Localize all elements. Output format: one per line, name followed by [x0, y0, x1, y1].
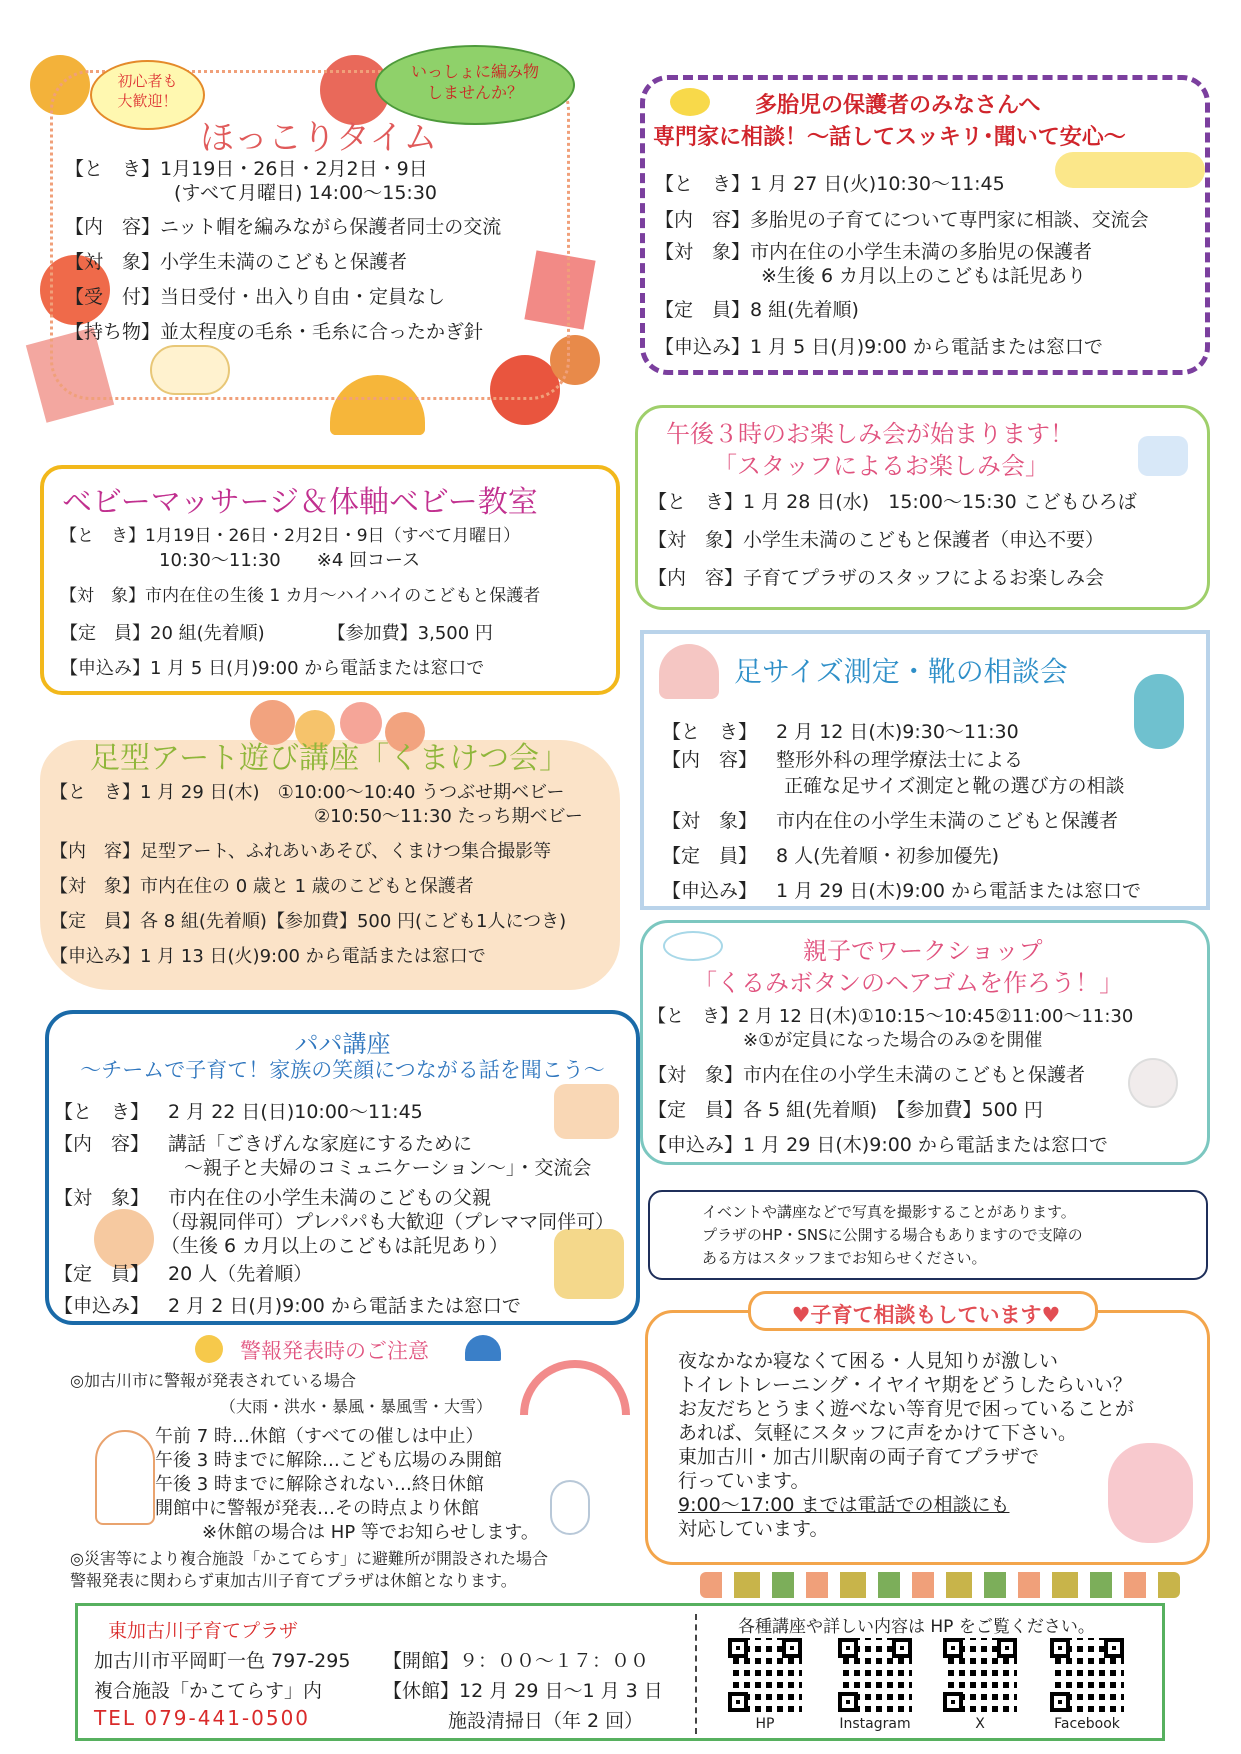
- photo-notice-line: ある方はスタッフまでお知らせください。: [702, 1249, 987, 1267]
- qr-code-instagram-icon[interactable]: [838, 1638, 912, 1712]
- child-measuring-icon: [1134, 674, 1184, 749]
- multi-row-5: 【申込み】1 月 5 日(月)9:00 から電話または窓口で: [655, 336, 1103, 358]
- qr-code-facebook-icon[interactable]: [1050, 1638, 1124, 1712]
- otanoshimi-row-0: 【と き】1 月 28 日(水) 15:00～15:30 こどもひろば: [648, 491, 1137, 513]
- baby-section: [40, 465, 620, 695]
- consult-line: お友だちとうまく遊べない等育児で困っていることが: [678, 1398, 1135, 1420]
- warning-item: ※休館の場合は HP 等でお知らせします。: [202, 1522, 539, 1543]
- workshop-row-4: 【申込み】1 月 29 日(木)9:00 から電話または窓口で: [648, 1134, 1108, 1156]
- multi-title-2: 専門家に相談！～話してスッキリ･聞いて安心～: [653, 125, 1126, 150]
- workshop-title-2: 「くるみボタンのヘアゴムを作ろう！」: [693, 969, 1124, 997]
- qr-label-x: X: [975, 1716, 985, 1732]
- chick-icon: [670, 88, 710, 116]
- workshop-row-2: 【対 象】市内在住の小学生未満のこどもと保護者: [648, 1064, 1086, 1086]
- baby-row-4: 【申込み】1 月 5 日(月)9:00 から電話または窓口で: [60, 658, 485, 679]
- baby-shoes-icon: [659, 644, 719, 699]
- warning-item: 午前 7 時…休館（すべての催しは中止）: [155, 1426, 484, 1447]
- ashigata-row-2: 【内 容】足型アート、ふれあいあそび、くまけつ集合撮影等: [50, 841, 552, 862]
- toy-characters-icon: [1138, 436, 1188, 476]
- hokkori-section: [30, 45, 590, 435]
- hair-tie-icon: [1128, 1058, 1178, 1108]
- photo-notice-line: プラザのHP・SNSに公開する場合もありますので支障の: [702, 1226, 1083, 1244]
- teru-teru-bozu-icon: [95, 1430, 155, 1525]
- multi-title-1: 多胎児の保護者のみなさんへ: [755, 93, 1041, 118]
- warning-line-4: 警報発表に関わらず東加古川子育てプラザは休館となります。: [70, 1571, 517, 1590]
- multi-row-2: 【対 象】市内在住の小学生未満の多胎児の保護者: [655, 241, 1093, 263]
- warning-item: 午後 3 時までに解除されない…終日休館: [155, 1474, 484, 1495]
- multi-row-1: 【内 容】多胎児の子育てについて専門家に相談、交流会: [655, 209, 1149, 231]
- ashisize-row-5: 【申込み】 1 月 29 日(木)9:00 から電話または窓口で: [662, 880, 1141, 902]
- workshop-title-1: 親子でワークショップ: [803, 937, 1043, 965]
- consult-line: トイレトレーニング・イヤイヤ期をどうしたらいい？: [678, 1374, 1132, 1396]
- footer-divider: [695, 1614, 697, 1734]
- warning-item: 開館中に警報が発表…その時点より休館: [155, 1498, 479, 1519]
- multi-row-0: 【と き】1 月 27 日(火)10:30～11:45: [655, 173, 1005, 195]
- multi-section: [640, 75, 1210, 375]
- rainbow-icon: [520, 1360, 630, 1415]
- hokkori-row-4: 【受 付】当日受付・出入り自由・定員なし: [65, 286, 446, 308]
- papa-row-6: 【定 員】 20 人（先着順）: [54, 1263, 313, 1285]
- hokkori-row-1: (すべて月曜日) 14:00～15:30: [155, 182, 437, 204]
- warning-line-2: （大雨・洪水・暴風・暴風雪・大雪）: [220, 1397, 493, 1416]
- papa-section: [45, 1010, 640, 1325]
- consult-line: 9:00～17:00 までは電話での相談にも: [678, 1494, 1010, 1516]
- running-kids-icon: [554, 1229, 624, 1299]
- warning-line-3: ◎災害等により複合施設「かこてらす」に避難所が開設された場合: [70, 1549, 548, 1568]
- footer-tel: TEL 079-441-0500: [94, 1706, 311, 1730]
- warning-title: 警報発表時のご注意: [240, 1339, 429, 1363]
- sun-icon: [195, 1335, 223, 1363]
- multi-row-3: ※生後 6 カ月以上のこどもは託児あり: [761, 265, 1087, 287]
- workshop-section: [640, 920, 1210, 1165]
- photo-notice: [648, 1190, 1208, 1280]
- footer-name: 東加古川子育てプラザ: [108, 1620, 299, 1642]
- ashisize-row-3: 【対 象】 市内在住の小学生未満のこどもと保護者: [662, 810, 1119, 832]
- snowman-icon: [550, 1480, 590, 1535]
- consult-line: 夜なかなか寝なくて困る・人見知りが激しい: [678, 1350, 1059, 1372]
- workshop-row-3: 【定 員】各 5 組(先着順) 【参加費】500 円: [648, 1099, 1043, 1121]
- warning-section: [50, 1335, 640, 1590]
- papa-row-7: 【申込み】 2 月 2 日(月)9:00 から電話または窓口で: [54, 1295, 521, 1317]
- consult-line: 行っています。: [678, 1470, 810, 1492]
- qr-label-facebook: Facebook: [1054, 1716, 1120, 1732]
- qr-code-x-icon[interactable]: [943, 1638, 1017, 1712]
- ashisize-row-1: 【内 容】 整形外科の理学療法士による: [662, 749, 1024, 771]
- footer-address: 加古川市平岡町一色 797-295: [94, 1650, 351, 1672]
- ashigata-row-5: 【申込み】1 月 13 日(火)9:00 から電話または窓口で: [50, 946, 486, 967]
- ashigata-row-4: 【定 員】各 8 組(先着順)【参加費】500 円(こども1人につき): [50, 911, 567, 932]
- papa-row-0: 【と き】 2 月 22 日(日)10:00～11:45: [54, 1101, 423, 1123]
- mother-baby-icon: [1108, 1443, 1193, 1543]
- ashisize-row-2: 正確な足サイズ測定と靴の選び方の相談: [784, 775, 1125, 797]
- footer-closed-2: 施設清掃日（年 2 回）: [448, 1710, 644, 1732]
- ashisize-row-4: 【定 員】 8 人(先着順・初参加優先): [662, 845, 999, 867]
- otanoshimi-title-2: 「スタッフによるお楽しみ会」: [713, 452, 1049, 480]
- umbrella-icon: [465, 1335, 501, 1361]
- baby-row-3: 【定 員】20 組(先着順) 【参加費】3,500 円: [60, 623, 493, 644]
- ashigata-title: 足型アート遊び講座「くまけつ会」: [90, 741, 570, 776]
- footer-open: 【開館】９：００～１７：００: [383, 1650, 650, 1672]
- father-child-icon: [94, 1209, 154, 1269]
- footer-facility: 複合施設「かこてらす」内: [94, 1680, 323, 1702]
- hokkori-row-5: 【持ち物】並太程度の毛糸・毛糸に合ったかぎ針: [65, 321, 484, 343]
- papa-row-2: ～親子と夫婦のコミュニケーション～」・交流会: [184, 1157, 592, 1179]
- family-illustration-icon: [554, 1084, 619, 1139]
- ashigata-row-3: 【対 象】市内在住の 0 歳と 1 歳のこどもと保護者: [50, 876, 474, 897]
- bubble-knit-text: いっしょに編み物 しませんか？: [410, 62, 539, 102]
- qr-label-hp: HP: [755, 1716, 775, 1732]
- papa-row-1: 【内 容】 講話「ごきげんな家庭にするために: [54, 1133, 473, 1155]
- baby-row-0: 【と き】1月19日・26日・2月2日・9日（すべて月曜日）: [60, 526, 521, 546]
- duck-family-icon: [1055, 152, 1205, 188]
- multi-row-4: 【定 員】8 組(先着順): [655, 299, 859, 321]
- ashisize-title: 足サイズ測定・靴の相談会: [734, 655, 1068, 688]
- workshop-row-0: 【と き】2 月 12 日(木)①10:15～10:45②11:00～11:30: [648, 1006, 1134, 1027]
- decorative-pattern-strip: [700, 1572, 1180, 1598]
- papa-title: パパ講座: [294, 1030, 391, 1058]
- footer-section: [75, 1603, 1165, 1741]
- hokkori-row-0: 【と き】1月19日・26日・2月2日・9日: [65, 158, 428, 180]
- ashigata-row-1: ②10:50～11:30 たっち期ベビー: [314, 806, 583, 827]
- ashigata-section: [40, 700, 625, 990]
- papa-row-4: （母親同伴可）プレパパも大歓迎（プレママ同伴可）: [161, 1211, 615, 1233]
- warning-line-1: ◎加古川市に警報が発表されている場合: [70, 1371, 356, 1390]
- bubble-beginner-text: 初心者も 大歓迎！: [117, 72, 178, 110]
- ashisize-section: [640, 630, 1210, 910]
- papa-row-5: （生後 6 カ月以上のこどもは託児あり）: [161, 1235, 509, 1257]
- warning-item: 午後 3 時までに解除…こども広場のみ開館: [155, 1450, 502, 1471]
- consult-section: [645, 1303, 1210, 1565]
- ashisize-row-0: 【と き】 2 月 12 日(木)9:30～11:30: [662, 721, 1019, 743]
- consult-line: あれば、気軽にスタッフに声をかけて下さい。: [678, 1422, 1078, 1444]
- baby-row-1: 10:30～11:30 ※4 回コース: [159, 550, 421, 571]
- papa-row-3: 【対 象】 市内在住の小学生未満のこどもの父親: [54, 1187, 492, 1209]
- photo-notice-line: イベントや講座などで写真を撮影することがあります。: [702, 1203, 1076, 1221]
- consult-title: ♥子育て相談もしています♥: [791, 1303, 1061, 1327]
- otanoshimi-section: [635, 405, 1210, 610]
- papa-subtitle: ～チームで子育て！家族の笑顔につながる話を聞こう～: [80, 1058, 605, 1082]
- ribbon-icon: [663, 931, 723, 961]
- otanoshimi-row-2: 【内 容】子育てプラザのスタッフによるお楽しみ会: [648, 567, 1105, 589]
- qr-code-hp-icon[interactable]: [728, 1638, 802, 1712]
- workshop-row-1: ※①が定員になった場合のみ②を開催: [743, 1030, 1043, 1051]
- otanoshimi-title-1: 午後３時のお楽しみ会が始まります！: [666, 420, 1074, 448]
- footer-hp-note: 各種講座や詳しい内容は HP をご覧ください。: [738, 1617, 1095, 1637]
- qr-label-instagram: Instagram: [839, 1716, 911, 1732]
- ashigata-row-0: 【と き】1 月 29 日(木) ①10:00～10:40 うつぶせ期ベビー: [50, 782, 565, 803]
- otanoshimi-row-1: 【対 象】小学生未満のこどもと保護者（申込不要）: [648, 529, 1105, 551]
- consult-line: 東加古川・加古川駅南の両子育てプラザで: [678, 1446, 1040, 1468]
- hokkori-row-2: 【内 容】ニット帽を編みながら保護者同士の交流: [65, 216, 502, 238]
- baby-row-2: 【対 象】市内在住の生後 1 カ月～ハイハイのこどもと保護者: [60, 586, 541, 606]
- hokkori-title: ほっこりタイム: [200, 118, 438, 158]
- footer-closed: 【休館】12 月 29 日～1 月 3 日: [383, 1680, 663, 1702]
- baby-title: ベビーマッサージ＆体軸ベビー教室: [62, 485, 538, 520]
- consult-line: 対応しています。: [678, 1518, 829, 1540]
- hokkori-row-3: 【対 象】小学生未満のこどもと保護者: [65, 251, 408, 273]
